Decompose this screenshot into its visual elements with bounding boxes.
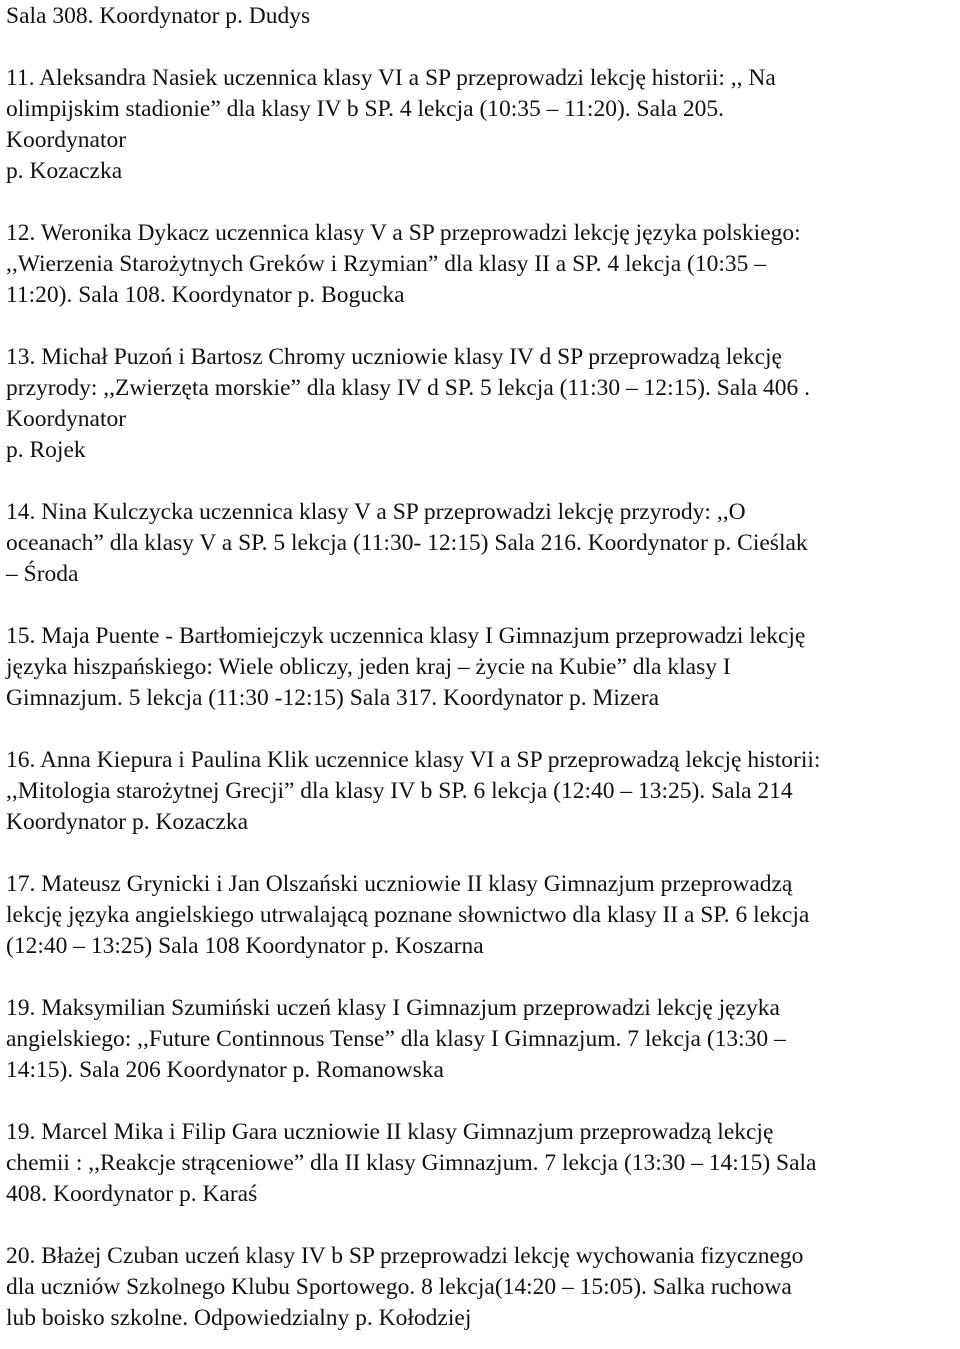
text-line-7: ,,Wierzenia Starożytnych Greków i Rzymian” dla klasy II a SP. 4 lekcja (10:35 – <box>6 251 766 277</box>
text-line-24: (12:40 – 13:25) Sala 108 Koordynator p. Koszarna <box>6 933 484 959</box>
text-line-20: ,,Mitologia starożytnej Grecji” dla klasy IV b SP. 6 lekcja (12:40 – 13:25). Sala 214 <box>6 778 793 804</box>
text-line-18: Gimnazjum. 5 lekcja (11:30 -12:15) Sala 317. Koordynator p. Mizera <box>6 685 660 711</box>
text-line-1: Sala 308. Koordynator p. Dudys <box>6 3 311 29</box>
text-line-13: 14. Nina Kulczycka uczennica klasy V a SP przeprowadzi lekcję przyrody: ,,O <box>6 499 746 525</box>
text-line-17: języka hiszpańskiego: Wiele obliczy, jeden kraj – życie na Kubie” dla klasy I <box>6 654 731 680</box>
text-line-27: 14:15). Sala 206 Koordynator p. Romanowska <box>6 1057 444 1083</box>
text-line-21: Koordynator p. Kozaczka <box>6 809 249 835</box>
text-line-28: 19. Marcel Mika i Filip Gara uczniowie II klasy Gimnazjum przeprowadzą lekcję <box>6 1119 774 1145</box>
text-line-25: 19. Maksymilian Szumiński uczeń klasy I Gimnazjum przeprowadzi lekcję języka <box>6 995 780 1021</box>
text-line-31: 20. Błażej Czuban uczeń klasy IV b SP przeprowadzi lekcję wychowania fizycznego <box>6 1243 804 1269</box>
text-line-11: Koordynator <box>6 406 127 432</box>
text-line-33: lub boisko szkolne. Odpowiedzialny p. Kołodziej <box>6 1305 472 1331</box>
text-line-12: p. Rojek <box>6 437 86 463</box>
text-line-15: – Środa <box>6 561 79 587</box>
text-line-16: 15. Maja Puente - Bartłomiejczyk uczennica klasy I Gimnazjum przeprowadzi lekcję <box>6 623 806 649</box>
text-line-23: lekcję języka angielskiego utrwalającą poznane słownictwo dla klasy II a SP. 6 lekcja <box>6 902 810 928</box>
text-line-19: 16. Anna Kiepura i Paulina Klik uczennice klasy VI a SP przeprowadzą lekcję historii: <box>6 747 821 773</box>
text-line-10: przyrody: ,,Zwierzęta morskie” dla klasy IV d SP. 5 lekcja (11:30 – 12:15). Sala 406 . <box>6 375 811 401</box>
text-line-9: 13. Michał Puzoń i Bartosz Chromy uczniowie klasy IV d SP przeprowadzą lekcję <box>6 344 782 370</box>
text-line-5: p. Kozaczka <box>6 158 123 184</box>
text-line-30: 408. Koordynator p. Karaś <box>6 1181 258 1207</box>
text-line-32: dla uczniów Szkolnego Klubu Sportowego. 8 lekcja(14:20 – 15:05). Salka ruchowa <box>6 1274 792 1300</box>
text-line-29: chemii : ,,Reakcje strąceniowe” dla II klasy Gimnazjum. 7 lekcja (13:30 – 14:15) Sala <box>6 1150 817 1176</box>
text-line-2: 11. Aleksandra Nasiek uczennica klasy VI a SP przeprowadzi lekcję historii: ,, Na <box>6 65 776 91</box>
text-line-26: angielskiego: ,,Future Continnous Tense” dla klasy I Gimnazjum. 7 lekcja (13:30 – <box>6 1026 786 1052</box>
text-line-3: olimpijskim stadionie” dla klasy IV b SP. 4 lekcja (10:35 – 11:20). Sala 205. <box>6 96 724 122</box>
text-line-14: oceanach” dla klasy V a SP. 5 lekcja (11:30- 12:15) Sala 216. Koordynator p. Cieślak <box>6 530 808 556</box>
text-line-6: 12. Weronika Dykacz uczennica klasy V a SP przeprowadzi lekcję języka polskiego: <box>6 220 801 246</box>
text-line-22: 17. Mateusz Grynicki i Jan Olszański uczniowie II klasy Gimnazjum przeprowadzą <box>6 871 793 897</box>
text-line-4: Koordynator <box>6 127 127 153</box>
text-line-8: 11:20). Sala 108. Koordynator p. Bogucka <box>6 282 405 308</box>
